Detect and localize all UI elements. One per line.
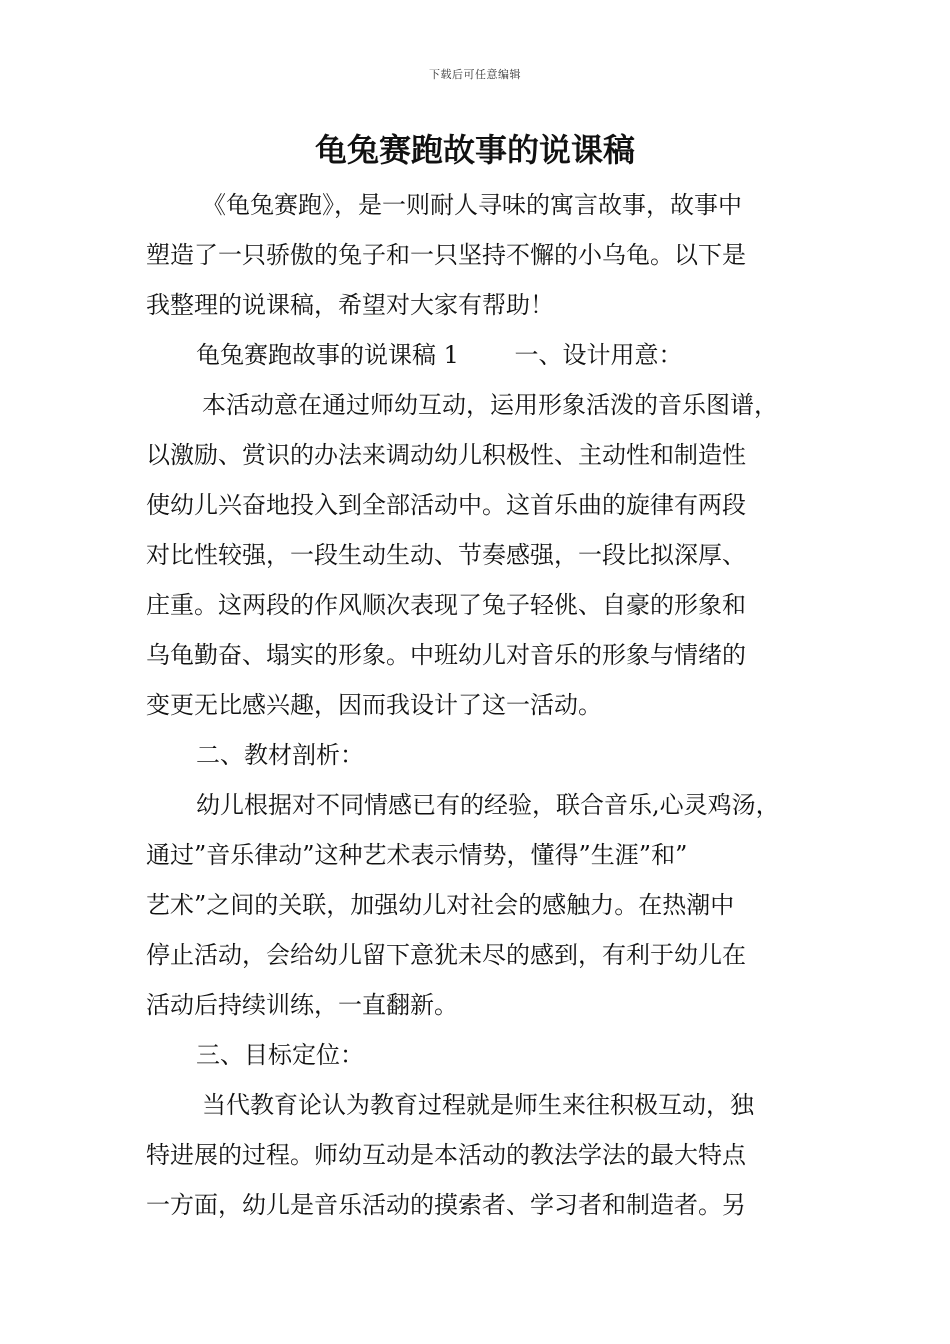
document-title: 龟兔赛跑故事的说课稿 <box>314 131 635 169</box>
body-line: 幼儿根据对不同情感已有的经验，联合音乐,心灵鸡汤， <box>196 791 780 819</box>
body-line: 使幼儿兴奋地投入到全部活动中。这首乐曲的旋律有两段 <box>146 491 746 519</box>
body-line: 本活动意在通过师幼互动，运用形象活泼的音乐图谱， <box>202 391 778 419</box>
body-line: 以激励、赏识的办法来调动幼儿积极性、主动性和制造性 <box>146 441 746 469</box>
body-line: 艺术”之间的关联，加强幼儿对社会的感触力。在热潮中 <box>146 891 735 919</box>
section-heading-line: 龟兔赛跑故事的说课稿 1 一、设计用意： <box>196 341 683 369</box>
body-line: 通过”音乐律动”这种艺术表示情势，懂得”生涯”和” <box>146 841 688 869</box>
page-header-note: 下载后可任意编辑 <box>429 68 521 81</box>
body-line: 变更无比感兴趣，因而我设计了这一活动。 <box>146 691 602 719</box>
body-line: 特进展的过程。师幼互动是本活动的教法学法的最大特点 <box>146 1141 746 1169</box>
body-line: 当代教育论认为教育过程就是师生来往积极互动，独 <box>202 1091 754 1119</box>
document-body <box>146 180 810 1230</box>
body-line: 一方面，幼儿是音乐活动的摸索者、学习者和制造者。另 <box>146 1191 746 1219</box>
section-heading: 三、目标定位： <box>196 1041 364 1069</box>
body-line: 塑造了一只骄傲的兔子和一只坚持不懈的小乌龟。以下是 <box>146 241 746 269</box>
section-heading: 二、教材剖析： <box>196 741 364 769</box>
body-line: 停止活动，会给幼儿留下意犹未尽的感到，有利于幼儿在 <box>146 941 746 969</box>
body-line: 《龟兔赛跑》，是一则耐人寻味的寓言故事，故事中 <box>202 191 742 219</box>
body-line: 我整理的说课稿，希望对大家有帮助！ <box>146 291 554 319</box>
body-line: 庄重。这两段的作风顺次表现了兔子轻佻、自豪的形象和 <box>146 591 746 619</box>
body-line: 对比性较强，一段生动生动、节奏感强，一段比拟深厚、 <box>146 541 746 569</box>
body-line: 乌龟勤奋、塌实的形象。中班幼儿对音乐的形象与情绪的 <box>146 641 746 669</box>
body-line: 活动后持续训练，一直翻新。 <box>146 991 458 1019</box>
